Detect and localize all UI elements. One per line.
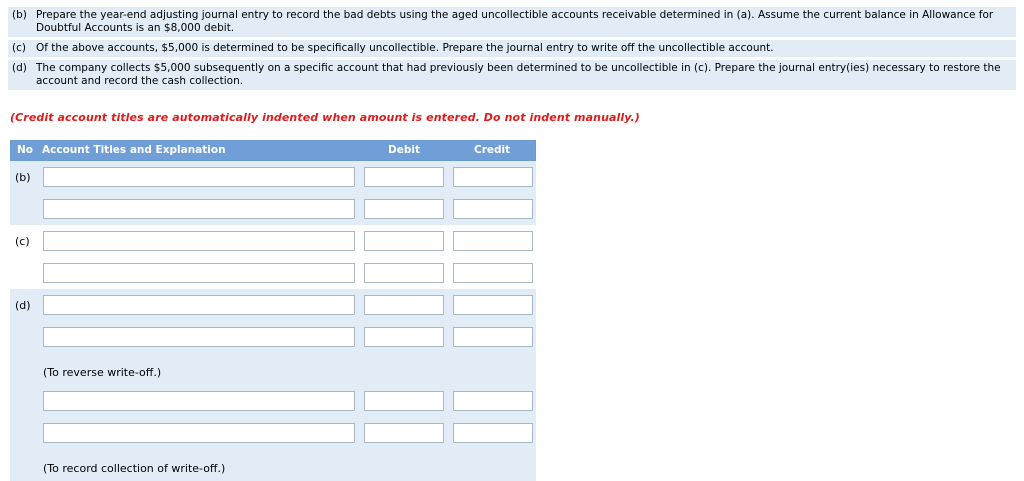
debit-input[interactable] (364, 423, 444, 443)
header-no: No (17, 144, 34, 156)
credit-input[interactable] (453, 327, 533, 347)
account-title-input[interactable] (43, 423, 355, 443)
question-c (8, 40, 1016, 57)
question-id: (d) (12, 62, 27, 74)
account-title-input[interactable] (43, 199, 355, 219)
question-d (8, 60, 1016, 90)
debit-input[interactable] (364, 391, 444, 411)
credit-input[interactable] (453, 263, 533, 283)
question-text: Of the above accounts, $5,000 is determined to be specifically uncollectible. Prepare the journal entry to write off the uncollectible account. (36, 42, 774, 54)
question-text: Prepare the year-end adjusting journal entry to record the bad debts using the aged uncollectible accounts receivable determined in (a). Assume the current balance in Allowance for Doubtful Accounts is an $8,000 debit. (36, 9, 994, 34)
account-title-input[interactable] (43, 295, 355, 315)
account-title-input[interactable] (43, 327, 355, 347)
question-id: (c) (12, 42, 26, 54)
debit-input[interactable] (364, 327, 444, 347)
collection-note: (To record collection of write-off.) (43, 462, 226, 475)
header-credit: Credit (474, 144, 511, 156)
credit-input[interactable] (453, 231, 533, 251)
table-row (10, 289, 536, 321)
question-b (8, 7, 1016, 37)
account-title-input[interactable] (43, 231, 355, 251)
account-title-input[interactable] (43, 391, 355, 411)
table-row (10, 161, 536, 193)
credit-input[interactable] (453, 167, 533, 187)
credit-input[interactable] (453, 423, 533, 443)
debit-input[interactable] (364, 199, 444, 219)
credit-input[interactable] (453, 199, 533, 219)
account-title-input[interactable] (43, 167, 355, 187)
table-header (10, 140, 536, 161)
row-number: (d) (15, 299, 31, 312)
credit-input[interactable] (453, 295, 533, 315)
header-account: Account Titles and Explanation (42, 144, 226, 156)
debit-input[interactable] (364, 263, 444, 283)
account-title-input[interactable] (43, 263, 355, 283)
credit-input[interactable] (453, 391, 533, 411)
table-row (10, 385, 536, 417)
reverse-writeoff-note: (To reverse write-off.) (43, 366, 162, 379)
table-row (10, 321, 536, 353)
table-row-note (10, 353, 536, 385)
table-row (10, 257, 536, 289)
debit-input[interactable] (364, 295, 444, 315)
table-row-note (10, 449, 536, 481)
row-number: (b) (15, 171, 31, 184)
header-debit: Debit (388, 144, 420, 156)
table-row (10, 193, 536, 225)
journal-entry-table (10, 140, 536, 481)
question-list (8, 7, 1016, 93)
question-text: The company collects $5,000 subsequently on a specific account that had previously been determined to be uncollectible in (c). Prepare the journal entry(ies) necessary to restore the account and record the cash collection. (36, 62, 1001, 87)
instruction-text: (Credit account titles are automatically indented when amount is entered. Do not indent manually.) (10, 111, 640, 124)
debit-input[interactable] (364, 167, 444, 187)
row-number: (c) (15, 235, 30, 248)
table-row (10, 225, 536, 257)
table-row (10, 417, 536, 449)
question-id: (b) (12, 9, 27, 21)
debit-input[interactable] (364, 231, 444, 251)
